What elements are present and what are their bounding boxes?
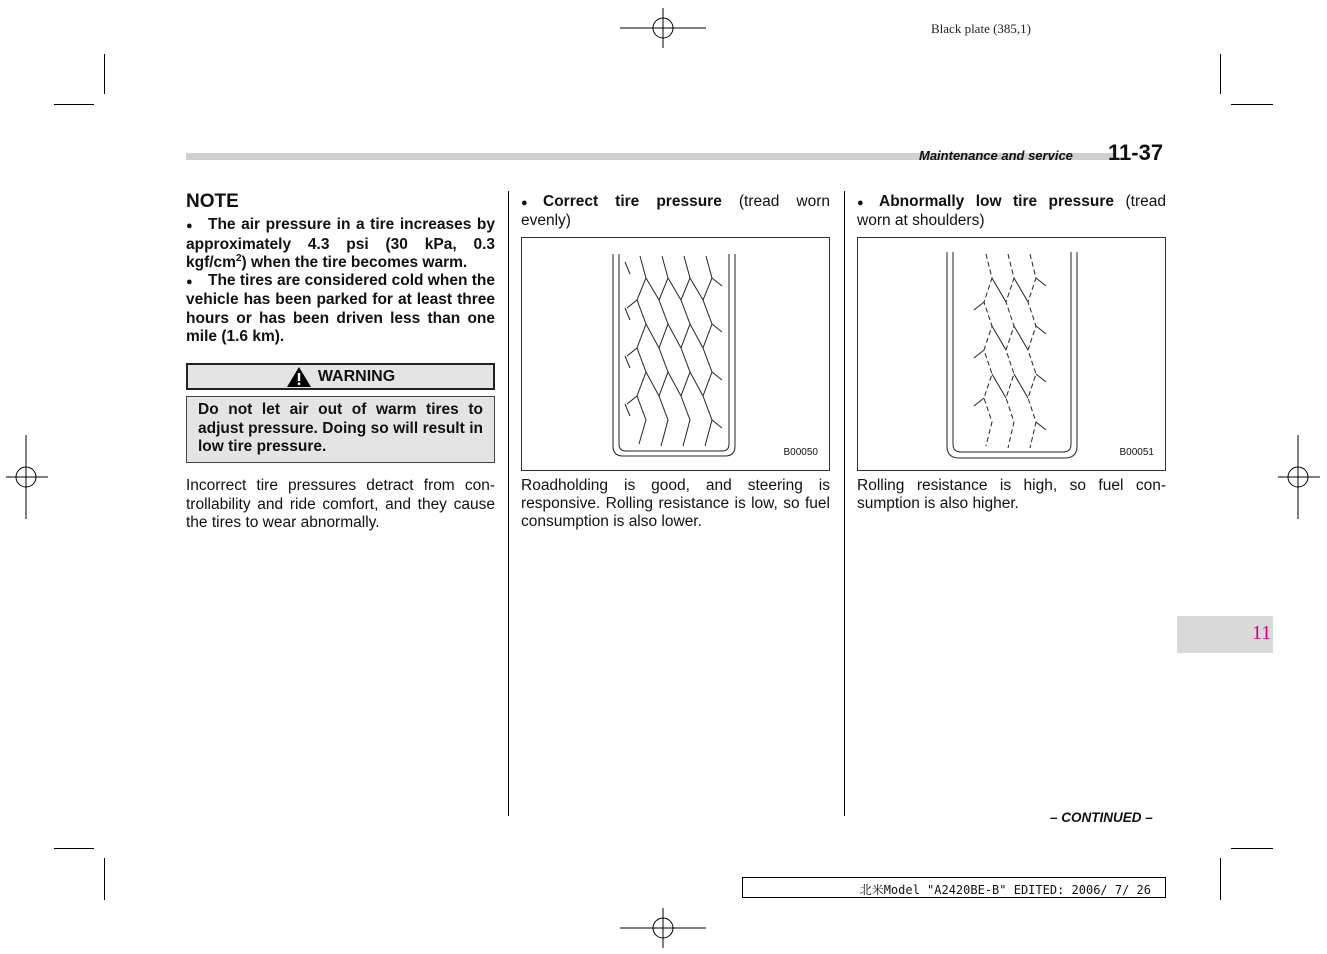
note-item-text: The air pressure in a tire increases by approximately 4.3 psi (30 kPa, 0.3 kgf/cm	[186, 216, 495, 271]
figure-lead-bold: Correct tire pressure	[543, 193, 722, 210]
warning-text: Do not let air out of warm tires to adjust pressure. Doing so will result in low tire pressure.	[186, 396, 495, 463]
figure-caption: Roadholding is good, and steering is responsive. Rolling resistance is low, so fuel consumption is also lower.	[521, 476, 830, 531]
figure-lead	[521, 193, 830, 231]
bullet-icon: ●	[857, 197, 864, 209]
registration-mark-icon	[4, 433, 50, 521]
superscript: 2	[235, 252, 242, 264]
crop-mark	[104, 54, 105, 94]
registration-mark-icon	[1276, 433, 1322, 521]
figure-lead-bold: Abnormally low tire pressure	[879, 193, 1115, 210]
figure-lead	[857, 193, 1166, 231]
crop-mark	[104, 858, 105, 900]
column-middle	[521, 193, 830, 531]
column-divider	[508, 191, 509, 816]
figure-lead-rest: (tread worn at shoulders)	[857, 193, 1166, 230]
note-item	[186, 216, 495, 272]
plate-label: Black plate (385,1)	[931, 21, 1031, 36]
crop-mark	[1220, 54, 1221, 94]
column-left	[186, 193, 495, 532]
crop-mark	[1231, 104, 1273, 105]
crop-mark	[54, 848, 94, 849]
registration-mark-icon	[618, 906, 708, 950]
footer-edit-info: 北米Model "A2420BE-B" EDITED: 2006/ 7/ 26	[742, 877, 1166, 898]
note-item-text: The tires are considered cold when the vehicle has been parked for at least three hours or has been driven less than one mile (1.6 km).	[186, 272, 495, 346]
tire-tread-illustration	[858, 238, 1165, 470]
figure-code: B00051	[1119, 447, 1154, 459]
registration-mark-icon	[618, 6, 708, 50]
chapter-tab-number: 11	[1252, 622, 1272, 644]
bullet-icon: ●	[521, 197, 528, 209]
crop-mark	[1220, 858, 1221, 900]
warning-triangle-icon	[286, 366, 312, 388]
paragraph: Incorrect tire pressures detract from con-trollability and ride comfort, and they cause the tires to wear abnormally.	[186, 477, 495, 531]
continued-label: – CONTINUED –	[1050, 810, 1153, 825]
bullet-icon: ●	[186, 276, 193, 289]
figure-caption: Rolling resistance is high, so fuel con-sumption is also higher.	[857, 476, 1166, 512]
column-right	[857, 193, 1166, 513]
page-number: 11-37	[1108, 140, 1164, 165]
column-divider	[844, 191, 845, 816]
figure-lead-rest: (tread worn evenly)	[521, 193, 831, 230]
note-title: NOTE	[186, 191, 239, 212]
figure-code: B00050	[783, 447, 818, 459]
section-title: Maintenance and service	[919, 148, 1073, 163]
note-item	[186, 272, 495, 346]
crop-mark	[1231, 848, 1273, 849]
bullet-icon: ●	[186, 220, 193, 233]
warning-header	[186, 363, 495, 390]
tire-figure-low-pressure	[857, 237, 1166, 471]
tire-figure-correct	[521, 237, 830, 471]
crop-mark	[54, 104, 94, 105]
tire-tread-illustration	[522, 238, 829, 470]
note-item-text: ) when the tire becomes warm.	[241, 253, 468, 271]
warning-label: WARNING	[317, 367, 396, 385]
